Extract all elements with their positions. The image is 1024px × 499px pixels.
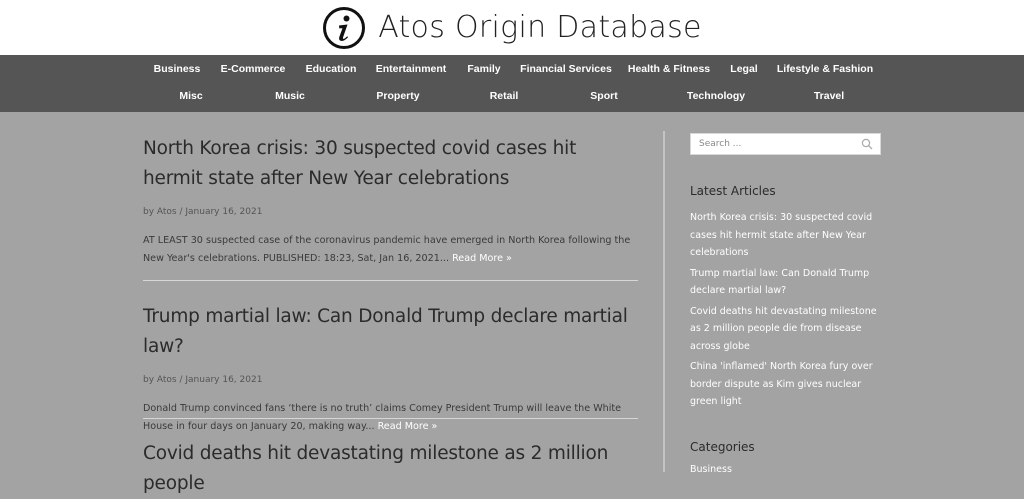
nav-item-misc[interactable]: Misc bbox=[179, 90, 203, 102]
category-link[interactable]: Business bbox=[690, 464, 732, 475]
read-more-link[interactable]: Read More » bbox=[452, 252, 512, 264]
categories-title: Categories bbox=[690, 440, 755, 454]
nav-row-secondary bbox=[0, 82, 1024, 110]
nav-item-lifestyle-fashion[interactable]: Lifestyle & Fashion bbox=[776, 63, 874, 75]
sidebar-separator bbox=[663, 131, 665, 472]
nav-item-financial-services[interactable]: Financial Services bbox=[520, 63, 612, 75]
read-more-link[interactable]: Read More » bbox=[377, 420, 438, 432]
search-icon[interactable] bbox=[861, 138, 873, 150]
post-divider bbox=[143, 418, 638, 419]
nav-item-entertainment[interactable]: Entertainment bbox=[375, 63, 447, 75]
latest-articles-title: Latest Articles bbox=[690, 184, 776, 198]
post-title[interactable]: Trump martial law: Can Donald Trump declare martial law? bbox=[143, 306, 628, 357]
nav-item-family[interactable]: Family bbox=[467, 63, 501, 75]
site-title: Atos Origin Database bbox=[378, 10, 702, 45]
nav-item-legal[interactable]: Legal bbox=[730, 63, 758, 75]
post-excerpt bbox=[143, 232, 638, 267]
post-meta: by Atos / January 16, 2021 bbox=[143, 207, 263, 217]
nav-item-property[interactable]: Property bbox=[376, 90, 420, 102]
post-meta: by Atos / January 16, 2021 bbox=[143, 375, 263, 385]
site-header bbox=[0, 0, 1024, 55]
info-icon bbox=[322, 6, 366, 50]
post-item bbox=[143, 439, 638, 499]
post-excerpt-text: Donald Trump convinced fans ‘there is no truth’ claims Comey President Trump will leave the White House in four days on January 20, making way... bbox=[143, 403, 622, 432]
site-logo[interactable] bbox=[322, 6, 702, 50]
nav-item-travel[interactable]: Travel bbox=[813, 90, 845, 102]
latest-articles-list bbox=[690, 209, 890, 414]
post-item bbox=[143, 302, 638, 435]
latest-article-link[interactable]: North Korea crisis: 30 suspected covid cases hit hermit state after New Year celebrations bbox=[690, 212, 873, 258]
nav-item-retail[interactable]: Retail bbox=[489, 90, 519, 102]
main-navigation bbox=[0, 55, 1024, 112]
nav-item-education[interactable]: Education bbox=[305, 63, 357, 75]
nav-item-e-commerce[interactable]: E-Commerce bbox=[220, 63, 286, 75]
nav-item-sport[interactable]: Sport bbox=[590, 90, 618, 102]
nav-item-health-fitness[interactable]: Health & Fitness bbox=[627, 63, 711, 75]
post-title[interactable]: North Korea crisis: 30 suspected covid cases hit hermit state after New Year celebrations bbox=[143, 138, 577, 189]
nav-item-technology[interactable]: Technology bbox=[686, 90, 746, 102]
search-input[interactable] bbox=[691, 134, 851, 154]
post-divider bbox=[143, 280, 638, 281]
latest-article-link[interactable]: Trump martial law: Can Donald Trump declare martial law? bbox=[690, 267, 870, 296]
latest-article-link[interactable]: Covid deaths hit devastating milestone as 2 million people die from disease across globe bbox=[690, 305, 877, 352]
nav-row-primary bbox=[0, 55, 1024, 83]
search-form bbox=[690, 133, 881, 155]
latest-article-link[interactable]: China 'inflamed' North Korea fury over border dispute as Kim gives nuclear green light bbox=[690, 361, 873, 407]
nav-item-music[interactable]: Music bbox=[275, 90, 305, 102]
nav-item-business[interactable]: Business bbox=[153, 63, 201, 75]
post-item bbox=[143, 134, 638, 267]
post-excerpt-text: AT LEAST 30 suspected case of the coronavirus pandemic have emerged in North Korea following the New Year's celebrations. PUBLISHED: 18:23, Sat, Jan 16, 2021... bbox=[143, 235, 631, 264]
post-list bbox=[143, 112, 638, 494]
post-title[interactable]: Covid deaths hit devastating milestone as 2 million people bbox=[143, 443, 609, 494]
